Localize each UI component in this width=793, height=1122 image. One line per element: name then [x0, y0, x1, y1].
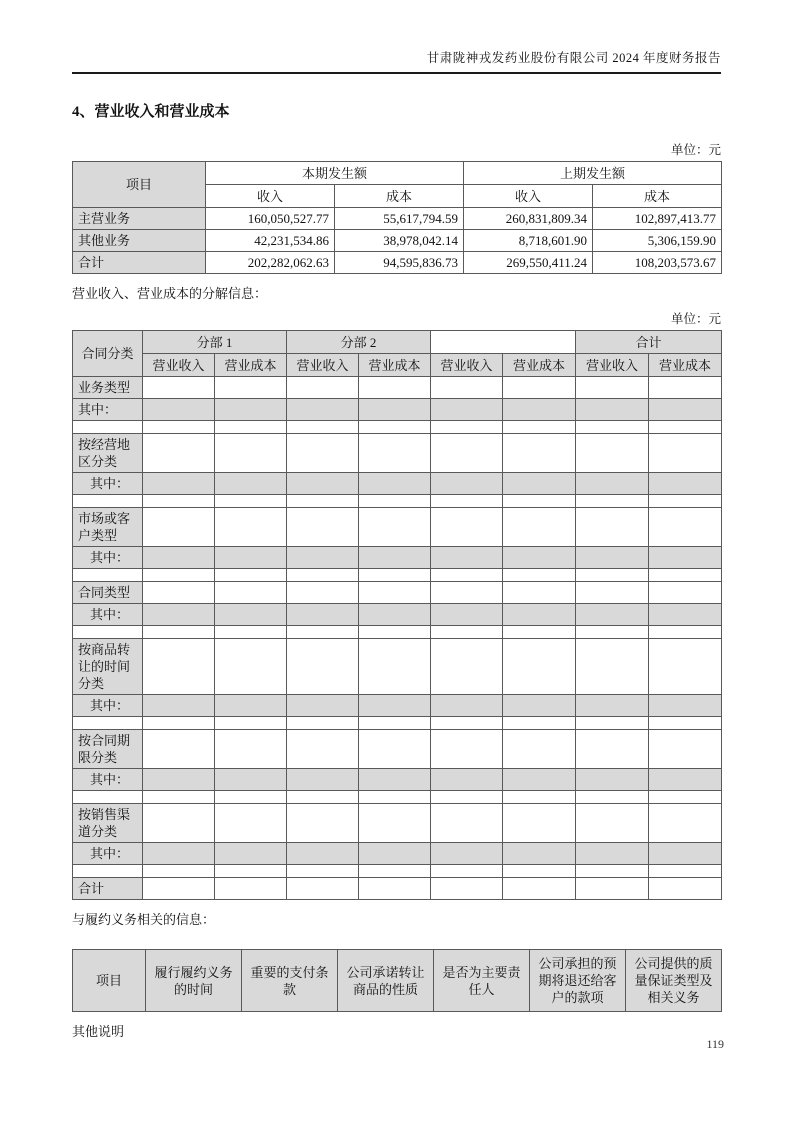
header-primary-obligor: 是否为主要责任人 [434, 950, 530, 1012]
breakdown-cell [649, 377, 722, 399]
breakdown-cell [576, 508, 649, 547]
breakdown-cell [649, 843, 722, 865]
breakdown-cell [649, 695, 722, 717]
cell-value: 260,831,809.34 [464, 208, 593, 230]
breakdown-cell [287, 804, 359, 843]
breakdown-cell [649, 399, 722, 421]
breakdown-cell [215, 473, 287, 495]
breakdown-cell [576, 769, 649, 791]
breakdown-row-label: 其中： [73, 547, 143, 569]
breakdown-cell [359, 508, 431, 547]
breakdown-cell [649, 473, 722, 495]
breakdown-cell [359, 843, 431, 865]
breakdown-cell [649, 421, 722, 434]
row-label: 其他业务 [73, 230, 206, 252]
breakdown-row-label [73, 495, 143, 508]
breakdown-row [73, 434, 722, 473]
breakdown-cell [215, 843, 287, 865]
breakdown-cell [503, 508, 576, 547]
breakdown-cell [287, 639, 359, 695]
breakdown-row-label: 合计 [73, 878, 143, 900]
unit-label-2: 单位：元 [670, 312, 721, 326]
breakdown-cell [287, 569, 359, 582]
obligation-table [72, 949, 722, 1012]
breakdown-row [73, 582, 722, 604]
breakdown-cell [143, 495, 215, 508]
breakdown-cell [503, 791, 576, 804]
breakdown-cell [215, 626, 287, 639]
breakdown-cell [649, 639, 722, 695]
report-header [72, 48, 721, 74]
header-item: 项目 [73, 950, 146, 1012]
revenue-cost-table [72, 161, 722, 274]
breakdown-cell [649, 804, 722, 843]
breakdown-row-label: 按合同期限分类 [73, 730, 143, 769]
breakdown-row-label: 其中： [73, 695, 143, 717]
breakdown-cell [576, 639, 649, 695]
breakdown-cell [287, 791, 359, 804]
breakdown-cell [215, 639, 287, 695]
header-goods-nature: 公司承诺转让商品的性质 [338, 950, 434, 1012]
obligation-caption: 与履约义务相关的信息： [72, 912, 216, 927]
header-total: 合计 [576, 331, 722, 354]
breakdown-cell [431, 473, 503, 495]
breakdown-row-label: 其中： [73, 769, 143, 791]
breakdown-cell [287, 843, 359, 865]
breakdown-cell [503, 730, 576, 769]
breakdown-cell [143, 582, 215, 604]
breakdown-cell [649, 626, 722, 639]
breakdown-cell [431, 508, 503, 547]
breakdown-row [73, 377, 722, 399]
breakdown-cell [649, 878, 722, 900]
breakdown-blank-row [73, 865, 722, 878]
breakdown-cell [215, 730, 287, 769]
breakdown-cell [215, 769, 287, 791]
breakdown-cell [503, 695, 576, 717]
breakdown-cell [215, 377, 287, 399]
breakdown-cell [143, 547, 215, 569]
breakdown-cell [576, 569, 649, 582]
breakdown-cell [287, 695, 359, 717]
header-payment-terms: 重要的支付条款 [242, 950, 338, 1012]
breakdown-cell [503, 421, 576, 434]
header-segment-1: 分部 1 [143, 331, 287, 354]
breakdown-cell [215, 508, 287, 547]
breakdown-cell [431, 791, 503, 804]
breakdown-cell [143, 730, 215, 769]
cell-value: 94,595,836.73 [335, 252, 464, 274]
header-current-revenue: 收入 [206, 185, 335, 208]
breakdown-cell [431, 878, 503, 900]
breakdown-row [73, 843, 722, 865]
breakdown-row [73, 604, 722, 626]
cell-value: 55,617,794.59 [335, 208, 464, 230]
breakdown-blank-row [73, 717, 722, 730]
breakdown-row-label [73, 717, 143, 730]
breakdown-row [73, 769, 722, 791]
table-row [73, 230, 722, 252]
breakdown-cell [287, 547, 359, 569]
breakdown-cell [503, 495, 576, 508]
breakdown-cell [215, 569, 287, 582]
obligation-header-row [73, 950, 722, 1012]
section-title: 4、营业收入和营业成本 [72, 104, 230, 120]
breakdown-cell [576, 421, 649, 434]
header-cost: 营业成本 [359, 354, 431, 377]
breakdown-cell [431, 717, 503, 730]
breakdown-row-label [73, 865, 143, 878]
breakdown-header-row-1 [73, 331, 722, 354]
breakdown-row-label: 合同类型 [73, 582, 143, 604]
breakdown-row [73, 730, 722, 769]
cell-value: 8,718,601.90 [464, 230, 593, 252]
other-notes-label: 其他说明 [72, 1024, 125, 1039]
breakdown-cell [576, 399, 649, 421]
breakdown-cell [359, 804, 431, 843]
breakdown-cell [649, 769, 722, 791]
breakdown-cell [143, 769, 215, 791]
breakdown-cell [143, 508, 215, 547]
cell-value: 108,203,573.67 [593, 252, 722, 274]
breakdown-cell [359, 769, 431, 791]
header-contract-category: 合同分类 [73, 331, 143, 377]
breakdown-cell [431, 434, 503, 473]
cell-value: 160,050,527.77 [206, 208, 335, 230]
breakdown-cell [143, 569, 215, 582]
breakdown-blank-row [73, 569, 722, 582]
breakdown-cell [503, 377, 576, 399]
breakdown-cell [359, 377, 431, 399]
revenue-table-header-row-1 [73, 162, 722, 185]
breakdown-cell [359, 717, 431, 730]
breakdown-cell [359, 569, 431, 582]
breakdown-cell [359, 495, 431, 508]
breakdown-table-body [73, 377, 722, 900]
breakdown-cell [359, 878, 431, 900]
breakdown-cell [431, 865, 503, 878]
breakdown-cell [287, 421, 359, 434]
breakdown-cell [287, 377, 359, 399]
header-refund-expectation: 公司承担的预期将退还给客户的款项 [530, 950, 626, 1012]
breakdown-cell [287, 434, 359, 473]
header-prior-revenue: 收入 [464, 185, 593, 208]
breakdown-cell [576, 791, 649, 804]
breakdown-cell [576, 582, 649, 604]
breakdown-row-label: 其中： [73, 473, 143, 495]
breakdown-cell [359, 473, 431, 495]
breakdown-row-label: 按经营地区分类 [73, 434, 143, 473]
breakdown-row [73, 804, 722, 843]
header-fulfillment-time: 履行履约义务的时间 [146, 950, 242, 1012]
breakdown-cell [576, 717, 649, 730]
breakdown-cell [431, 421, 503, 434]
breakdown-row [73, 547, 722, 569]
breakdown-cell [431, 769, 503, 791]
breakdown-row [73, 508, 722, 547]
header-segment-2: 分部 2 [287, 331, 431, 354]
header-cost: 营业成本 [215, 354, 287, 377]
breakdown-cell [215, 495, 287, 508]
breakdown-cell [287, 730, 359, 769]
header-current-period: 本期发生额 [206, 162, 464, 185]
breakdown-cell [215, 582, 287, 604]
breakdown-cell [503, 582, 576, 604]
table-row-total [73, 252, 722, 274]
breakdown-cell [649, 865, 722, 878]
row-label: 合计 [73, 252, 206, 274]
breakdown-blank-row [73, 791, 722, 804]
breakdown-row-label [73, 626, 143, 639]
breakdown-cell [143, 804, 215, 843]
breakdown-cell [215, 399, 287, 421]
breakdown-cell [359, 434, 431, 473]
header-revenue: 营业收入 [287, 354, 359, 377]
breakdown-cell [503, 804, 576, 843]
header-revenue: 营业收入 [143, 354, 215, 377]
cell-value: 42,231,534.86 [206, 230, 335, 252]
cell-value: 5,306,159.90 [593, 230, 722, 252]
header-prior-cost: 成本 [593, 185, 722, 208]
header-revenue: 营业收入 [431, 354, 503, 377]
breakdown-cell [143, 878, 215, 900]
breakdown-cell [431, 695, 503, 717]
breakdown-cell [649, 434, 722, 473]
breakdown-cell [143, 626, 215, 639]
breakdown-cell [359, 582, 431, 604]
breakdown-cell [359, 604, 431, 626]
breakdown-cell [143, 604, 215, 626]
breakdown-cell [359, 547, 431, 569]
breakdown-cell [649, 547, 722, 569]
breakdown-cell [143, 639, 215, 695]
breakdown-row-label: 业务类型 [73, 377, 143, 399]
breakdown-cell [431, 495, 503, 508]
breakdown-cell [431, 626, 503, 639]
breakdown-row-label: 其中： [73, 399, 143, 421]
breakdown-cell [576, 695, 649, 717]
breakdown-cell [503, 878, 576, 900]
breakdown-row-label: 其中： [73, 604, 143, 626]
breakdown-cell [503, 843, 576, 865]
breakdown-cell [431, 804, 503, 843]
cell-value: 202,282,062.63 [206, 252, 335, 274]
breakdown-cell [215, 878, 287, 900]
page-number: 119 [706, 1037, 724, 1051]
breakdown-cell [649, 730, 722, 769]
breakdown-cell [576, 878, 649, 900]
breakdown-cell [576, 804, 649, 843]
breakdown-cell [576, 377, 649, 399]
breakdown-row [73, 473, 722, 495]
header-quality-guarantee: 公司提供的质量保证类型及相关义务 [626, 950, 722, 1012]
breakdown-cell [143, 791, 215, 804]
breakdown-cell [576, 473, 649, 495]
breakdown-cell [503, 717, 576, 730]
breakdown-cell [649, 569, 722, 582]
breakdown-cell [576, 865, 649, 878]
breakdown-row [73, 639, 722, 695]
breakdown-cell [503, 399, 576, 421]
breakdown-cell [649, 508, 722, 547]
breakdown-blank-row [73, 626, 722, 639]
breakdown-cell [649, 582, 722, 604]
breakdown-cell [215, 547, 287, 569]
report-header-title: 甘肃陇神戎发药业股份有限公司 2024 年度财务报告 [426, 51, 721, 65]
breakdown-cell [503, 569, 576, 582]
breakdown-cell [576, 547, 649, 569]
breakdown-cell [359, 626, 431, 639]
table-row [73, 208, 722, 230]
breakdown-cell [215, 865, 287, 878]
cell-value: 269,550,411.24 [464, 252, 593, 274]
breakdown-cell [431, 639, 503, 695]
breakdown-cell [431, 569, 503, 582]
header-segment-blank [431, 331, 576, 354]
breakdown-cell [503, 639, 576, 695]
breakdown-cell [431, 547, 503, 569]
header-item: 项目 [73, 162, 206, 208]
breakdown-header-row-2 [73, 354, 722, 377]
header-cost: 营业成本 [649, 354, 722, 377]
breakdown-cell [287, 473, 359, 495]
breakdown-cell [143, 865, 215, 878]
breakdown-cell [503, 865, 576, 878]
breakdown-cell [143, 473, 215, 495]
breakdown-cell [287, 717, 359, 730]
breakdown-cell [503, 473, 576, 495]
breakdown-cell [649, 495, 722, 508]
breakdown-cell [215, 434, 287, 473]
breakdown-cell [143, 421, 215, 434]
breakdown-cell [143, 695, 215, 717]
breakdown-cell [576, 626, 649, 639]
breakdown-cell [431, 582, 503, 604]
breakdown-cell [359, 639, 431, 695]
breakdown-blank-row [73, 495, 722, 508]
breakdown-caption: 营业收入、营业成本的分解信息： [72, 286, 268, 301]
breakdown-cell [503, 626, 576, 639]
breakdown-cell [215, 804, 287, 843]
breakdown-row-label: 其中： [73, 843, 143, 865]
breakdown-cell [143, 717, 215, 730]
breakdown-cell [287, 399, 359, 421]
breakdown-cell [143, 377, 215, 399]
breakdown-row-label: 按商品转让的时间分类 [73, 639, 143, 695]
breakdown-cell [359, 421, 431, 434]
breakdown-cell [287, 582, 359, 604]
breakdown-cell [287, 769, 359, 791]
breakdown-cell [215, 695, 287, 717]
breakdown-cell [359, 695, 431, 717]
breakdown-cell [503, 604, 576, 626]
breakdown-cell [576, 434, 649, 473]
header-cost: 营业成本 [503, 354, 576, 377]
breakdown-row-label [73, 569, 143, 582]
breakdown-table [72, 330, 722, 900]
breakdown-cell [215, 604, 287, 626]
breakdown-cell [503, 547, 576, 569]
breakdown-cell [649, 791, 722, 804]
header-current-cost: 成本 [335, 185, 464, 208]
breakdown-row-label: 市场或客户类型 [73, 508, 143, 547]
breakdown-cell [649, 604, 722, 626]
breakdown-cell [359, 730, 431, 769]
breakdown-row-label: 按销售渠道分类 [73, 804, 143, 843]
breakdown-cell [576, 495, 649, 508]
breakdown-cell [431, 730, 503, 769]
breakdown-cell [576, 730, 649, 769]
unit-label-1: 单位：元 [670, 143, 721, 157]
breakdown-cell [215, 791, 287, 804]
breakdown-cell [649, 717, 722, 730]
breakdown-cell [287, 495, 359, 508]
breakdown-cell [576, 843, 649, 865]
breakdown-cell [359, 399, 431, 421]
header-prior-period: 上期发生额 [464, 162, 722, 185]
breakdown-blank-row [73, 421, 722, 434]
breakdown-row [73, 399, 722, 421]
breakdown-cell [143, 843, 215, 865]
breakdown-cell [576, 604, 649, 626]
breakdown-cell [215, 421, 287, 434]
header-revenue: 营业收入 [576, 354, 649, 377]
breakdown-cell [287, 604, 359, 626]
breakdown-cell [287, 878, 359, 900]
breakdown-cell [431, 399, 503, 421]
breakdown-cell [503, 434, 576, 473]
breakdown-cell [287, 626, 359, 639]
breakdown-cell [143, 399, 215, 421]
breakdown-cell [431, 843, 503, 865]
breakdown-cell [359, 865, 431, 878]
cell-value: 38,978,042.14 [335, 230, 464, 252]
breakdown-cell [287, 865, 359, 878]
breakdown-cell [287, 508, 359, 547]
breakdown-cell [143, 434, 215, 473]
breakdown-row-label [73, 421, 143, 434]
breakdown-row-label [73, 791, 143, 804]
breakdown-row [73, 695, 722, 717]
breakdown-cell [431, 377, 503, 399]
row-label: 主营业务 [73, 208, 206, 230]
breakdown-cell [503, 769, 576, 791]
breakdown-cell [359, 791, 431, 804]
cell-value: 102,897,413.77 [593, 208, 722, 230]
breakdown-row [73, 878, 722, 900]
breakdown-cell [215, 717, 287, 730]
breakdown-cell [431, 604, 503, 626]
